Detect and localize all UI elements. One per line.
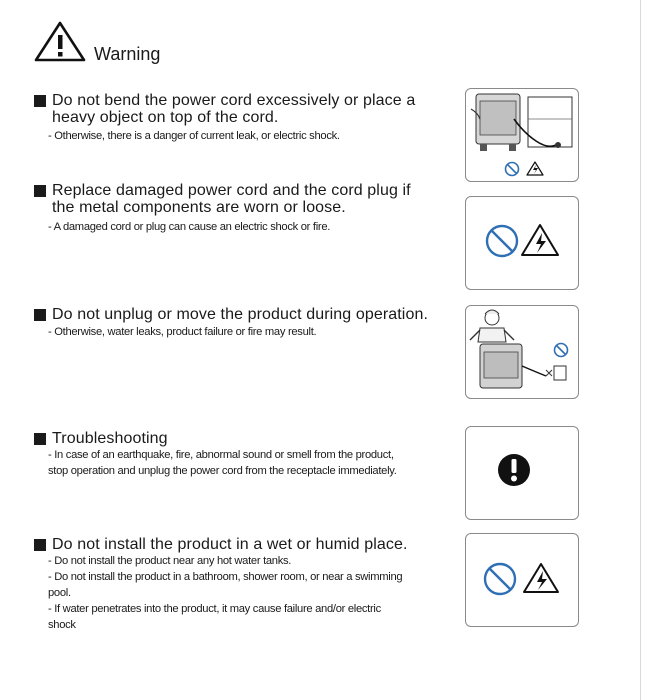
bullet-square [34, 433, 46, 445]
page-edge-line [640, 0, 641, 700]
no-icon [466, 306, 578, 398]
electric-hazard-icon [466, 197, 578, 289]
section-heading: Do not unplug or move the product during operation. [52, 306, 429, 323]
pictogram-box-troubleshooting [465, 426, 579, 520]
pictogram-box-unplug [465, 305, 579, 399]
bullet-square [34, 309, 46, 321]
electric-hazard-icon [466, 89, 578, 181]
exclamation-icon [466, 427, 578, 519]
section-note: - In case of an earthquake, fire, abnormal sound or smell from the product, stop operation and unplug the power cord from the receptacle immediately. [48, 449, 397, 477]
pictogram-box-cord-bend [465, 88, 579, 182]
section-note: - Otherwise, there is a danger of current leak, or electric shock. [48, 130, 340, 142]
section-heading: Do not bend the power cord excessively or place a heavy object on top of the cord. [52, 92, 416, 126]
section-note: - Do not install the product in a bathroom, shower room, or near a swimming pool. [48, 571, 403, 599]
section-notes-list [48, 553, 408, 633]
pictogram-box-damaged-cord [465, 196, 579, 290]
bullet-square [34, 539, 46, 551]
section-heading: Troubleshooting [52, 430, 168, 447]
electric-hazard-icon [466, 534, 578, 626]
pictogram-box-humid-place [465, 533, 579, 627]
warning-triangle-icon [34, 20, 90, 64]
page-title: Warning [94, 44, 161, 64]
bullet-square [34, 185, 46, 197]
section-note: - Otherwise, water leaks, product failure or fire may result. [48, 326, 317, 338]
section-heading: Do not install the product in a wet or humid place. [52, 536, 408, 553]
section-note: - A damaged cord or plug can cause an electric shock or fire. [48, 221, 331, 233]
section-note: - If water penetrates into the product, it may cause failure and/or electric shock [48, 603, 381, 631]
section-heading: Replace damaged power cord and the cord plug if the metal components are worn or loose. [52, 182, 411, 216]
section-note: - Do not install the product near any hot water tanks. [48, 555, 292, 567]
bullet-square [34, 95, 46, 107]
